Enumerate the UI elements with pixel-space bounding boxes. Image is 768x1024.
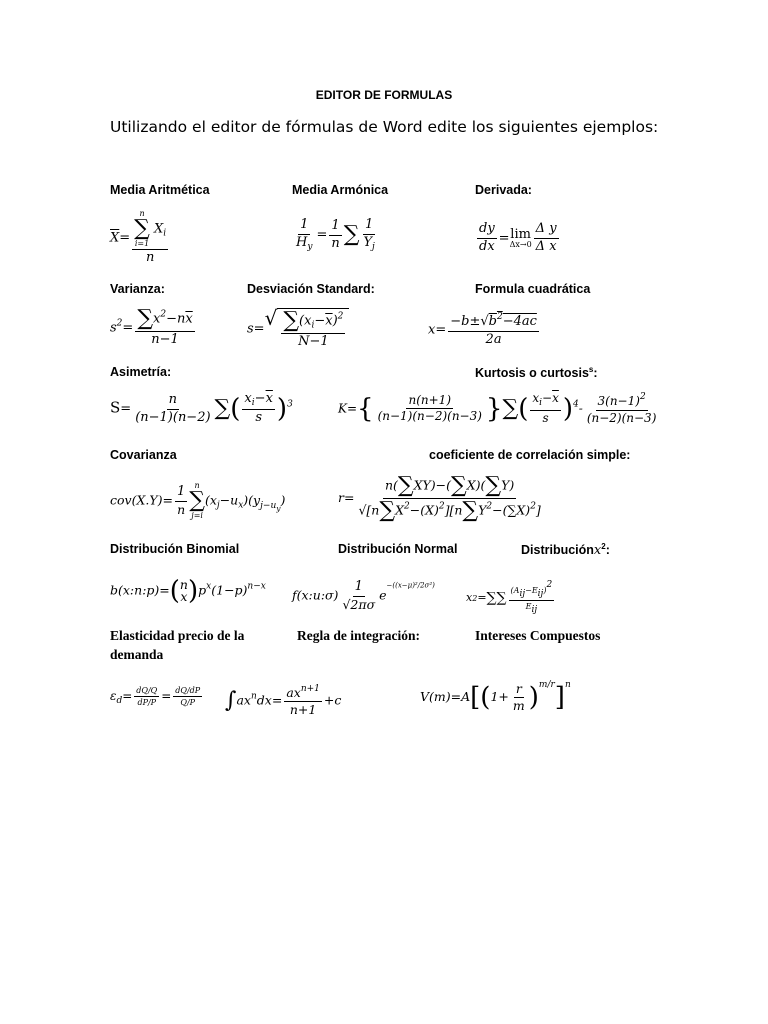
formula-kurtosis: K={ $\frac{n(n+1)}{(n-1)(n-2)(n-3)}$ }∑( $\frac{x_i-\overline{x}}{s}$ )$^4$- $\frac{3(n-1)^2}{(n-2)(n-3)}$ — [338, 391, 657, 425]
kurtosis-colon: : — [593, 366, 598, 381]
formula-media-armonica: $\frac{1}{H_y}$ = $\frac{1}{n}$ ∑ $\frac{1}{Y_j}$ — [296, 217, 375, 252]
label-dist-binomial: Distribución Binomial — [110, 542, 240, 556]
kurtosis-sup: s — [588, 365, 594, 374]
label-media-armonica: Media Armónica — [292, 183, 389, 197]
formula-intereses: V(m)=A[(1+ $\frac{r}{m}$ )$^{m/r}$]$^n$ — [420, 680, 571, 713]
label-dist-chi — [521, 542, 610, 558]
label-media-aritmetica: Media Aritmética — [110, 183, 210, 197]
chi-symbol: x — [593, 543, 602, 559]
kurtosis-text: Kurtosis o curtosis — [475, 366, 589, 381]
label-covarianza: Covarianza — [110, 448, 177, 462]
distribucion-text: Distribución — [521, 543, 594, 558]
label-regla-integracion: Regla de integración: — [297, 628, 420, 643]
formula-covarianza: cov(X.Y)= $\frac{1}{n}$ n ∑ j=i $(x_j-u_x)(y_{j-u_y})$ — [110, 481, 286, 520]
label-asimetria: Asimetría: — [110, 365, 172, 379]
label-elasticidad-2: demanda — [110, 647, 164, 662]
label-kurtosis — [475, 365, 598, 380]
page-subtitle: Utilizando el editor de fórmulas de Word edite los siguientes ejemplos: — [110, 118, 659, 136]
formula-desviacion-standard: s= √ $\frac{\sum(x_i-\overline{x})^2}{N-1}$ — [247, 308, 349, 350]
formula-correlacion: r= $\frac{n(\sum XY)-(\sum X)(\sum Y)}{√[n\sum X^2-(X)^2][n\sum Y^2-(\sum X)^2]}$ — [338, 473, 541, 523]
label-desviacion-standard: Desviación Standard: — [247, 282, 375, 296]
formula-derivada: $\frac{dy}{dx}$ = lim Δx→0 $\frac{\text{Δ y}}{\text{Δ x}}$ — [479, 221, 557, 254]
formula-cuadratica: x= $\frac{-b\pm√b^2-4ac}{2a}$ — [428, 312, 537, 347]
label-derivada: Derivada: — [475, 183, 532, 197]
formula-normal: f(x:u:σ) $\frac{1}{√2\pi\sigma}$ $e^{-((x-\mu)^2/2\sigma^2)}$ — [292, 579, 435, 612]
label-elasticidad-1: Elasticidad precio de la — [110, 628, 245, 643]
formula-binomial: b(x:n:p)=( n x )$p^x(1-p)^{n-x}$ — [110, 576, 266, 606]
formula-elasticidad: $\varepsilon_d=$ $\frac{dQ/Q}{dP/P}$ = $\frac{dQ/dP}{Q/P}$ — [110, 686, 201, 708]
formula-media-aritmetica: $\overline{X}=$ n ∑ i=1 $X_i$ n — [110, 209, 167, 265]
formula-chi-square: x2=∑∑ $\frac{\text{(Aij−Eij)2}}{\text{Eij}}$ — [466, 580, 553, 616]
formula-varianza: $s^2=$ $\frac{\sum x^2-n\overline{x}}{n-1}$ — [110, 306, 193, 347]
label-formula-cuadratica: Formula cuadrática — [475, 282, 591, 296]
chi-sup: 2 — [601, 542, 606, 551]
formula-integracion: $\int ax^ndx=$ $\frac{ax^{n+1}}{n+1}$ +c — [225, 684, 342, 718]
label-intereses-compuestos: Intereses Compuestos — [475, 628, 601, 643]
formula-asimetria: S= $\frac{n}{(n-1)(n-2)}$ ∑( $\frac{x_i-\overline{x}}{s}$ )$^3$ — [110, 391, 293, 426]
page-title: EDITOR DE FORMULAS — [315, 88, 453, 102]
label-coef-correlacion: coeficiente de correlación simple: — [429, 448, 631, 462]
chi-colon: : — [605, 543, 610, 558]
label-varianza: Varianza: — [110, 282, 165, 296]
label-dist-normal: Distribución Normal — [338, 542, 458, 556]
